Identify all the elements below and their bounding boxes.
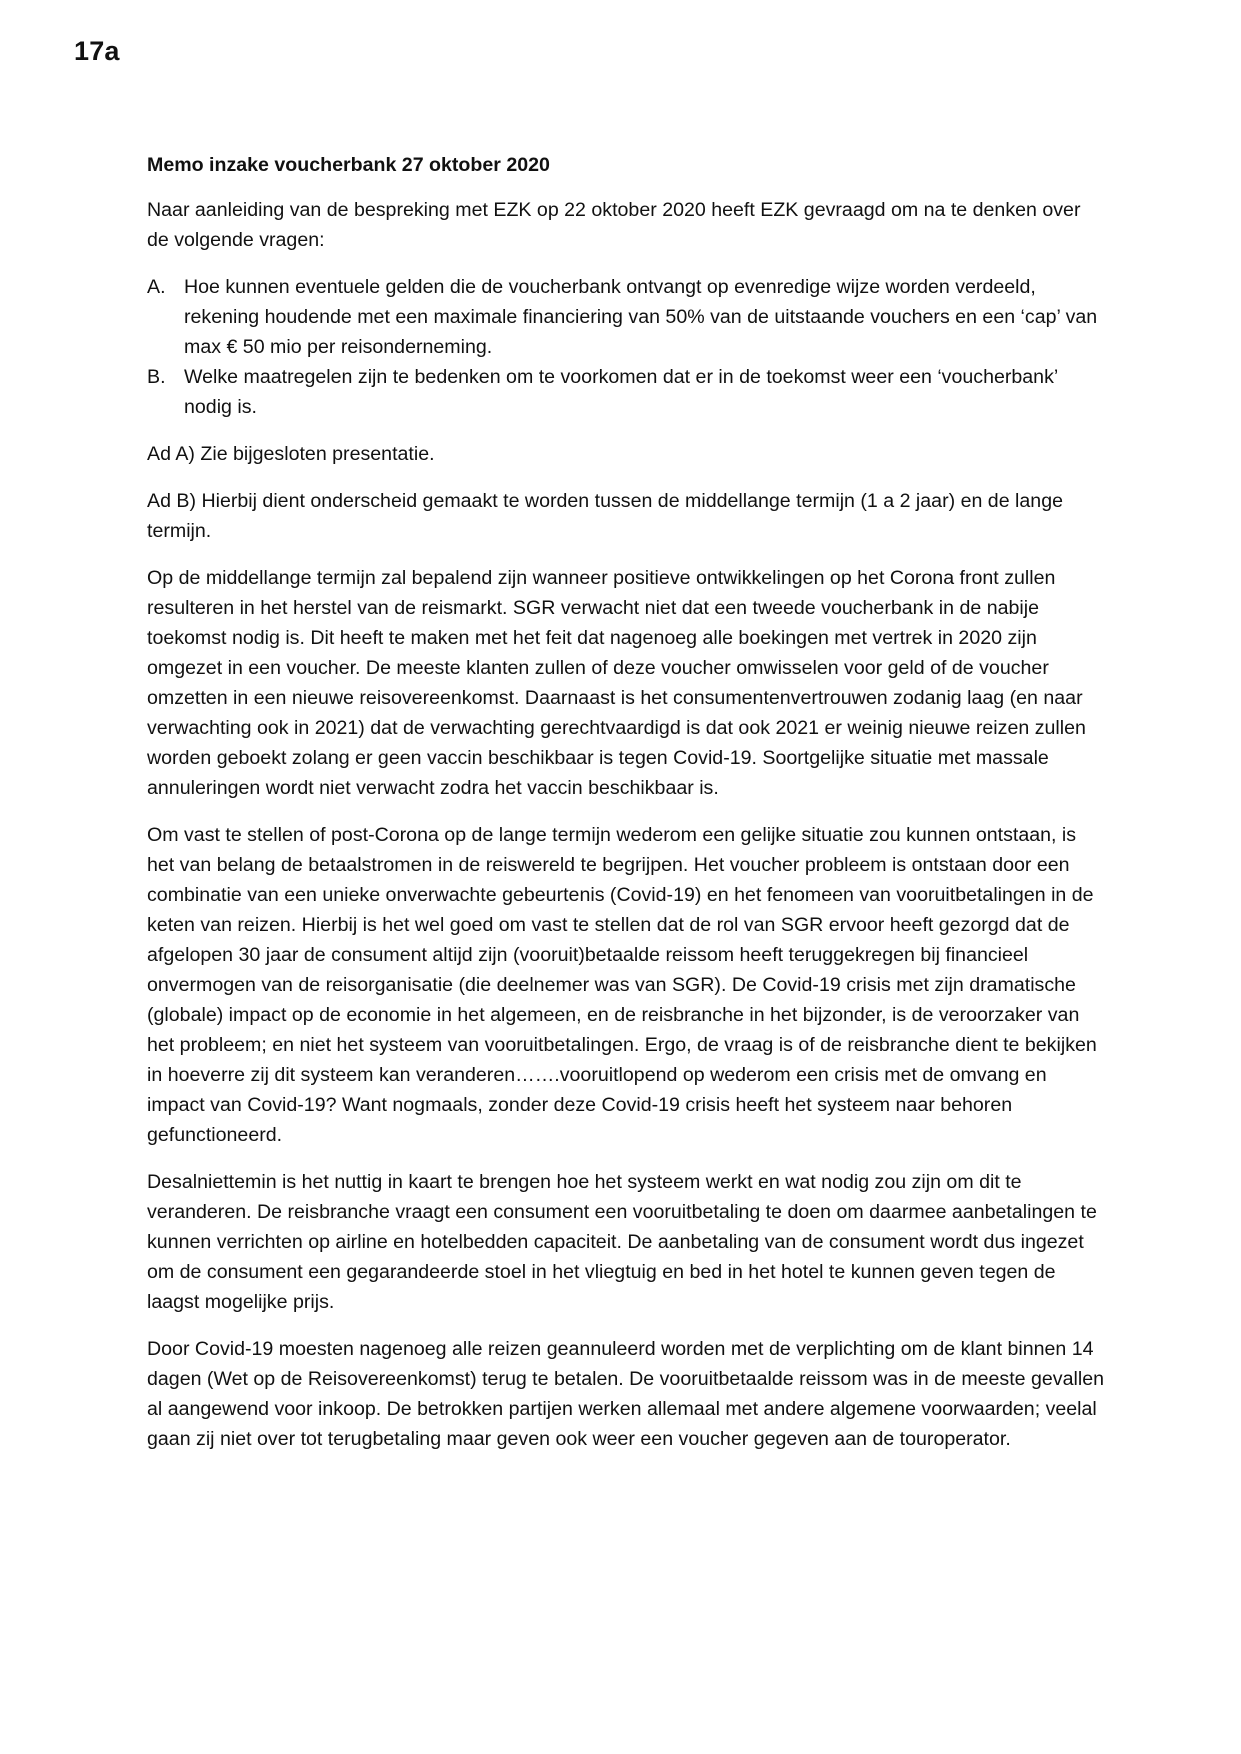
system-explanation-paragraph: Desalniettemin is het nuttig in kaart te brengen hoe het systeem werkt en wat nodig zou zijn om dit te veranderen. De reisbranche vraagt een consument een vooruitbetaling te doen om daarmee aanbetalingen te kunnen verrichten op airline en hotelbedden capaciteit. De aanbetaling van de consument wordt dus ingezet om de consument een gegarandeerde stoel in het vliegtuig en bed in het hotel te kunnen geven tegen de laagst mogelijke prijs. — [147, 1171, 1097, 1313]
memo-title: Memo inzake voucherbank 27 oktober 2020 — [147, 154, 550, 176]
answer-b-paragraph: Ad B) Hierbij dient onderscheid gemaakt te worden tussen de middellange termijn (1 a 2 jaar) en de lange termijn. — [147, 490, 1063, 542]
answer-a-paragraph: Ad A) Zie bijgesloten presentatie. — [147, 443, 435, 465]
question-item-b — [147, 362, 1107, 422]
question-item-a — [147, 272, 1107, 362]
memo-body — [147, 150, 1107, 1471]
long-term-paragraph: Om vast te stellen of post-Corona op de lange termijn wederom een gelijke situatie zou kunnen ontstaan, is het van belang de betaalstromen in de reiswereld te begrijpen. Het voucher probleem is ontstaan door een combinatie van een unieke onverwachte gebeurtenis (Covid-19) en het fenomeen van vooruitbetalingen in de keten van reizen. Hierbij is het wel goed om vast te stellen dat de rol van SGR ervoor heeft gezorgd dat de afgelopen 30 jaar de consument altijd zijn (vooruit)betaalde reissom heeft teruggekregen bij financieel onvermogen van de reisorganisatie (die deelnemer was van SGR). De Covid-19 crisis met zijn dramatische (globale) impact op de economie in het algemeen, en de reisbranche in het bijzonder, is de veroorzaker van het probleem; en niet het systeem van vooruitbetalingen. Ergo, de vraag is of de reisbranche dient te bekijken in hoeverre zij dit systeem kan veranderen…….vooruitlopend op wederom een crisis met de omvang en impact van Covid-19? Want nogmaals, zonder deze Covid-19 crisis heeft het systeem naar behoren gefunctioneerd. — [147, 824, 1097, 1146]
question-letter: A. — [147, 276, 166, 298]
page-number-label: 17a — [74, 36, 120, 66]
medium-term-paragraph: Op de middellange termijn zal bepalend zijn wanneer positieve ontwikkelingen op het Corona front zullen resulteren in het herstel van de reismarkt. SGR verwacht niet dat een tweede voucherbank in de nabije toekomst nodig is. Dit heeft te maken met het feit dat nagenoeg alle boekingen met vertrek in 2020 zijn omgezet in een voucher. De meeste klanten zullen of deze voucher omwisselen voor geld of de voucher omzetten in een nieuwe reisovereenkomst. Daarnaast is het consumentenvertrouwen zodanig laag (en naar verwachting ook in 2021) dat de verwachting gerechtvaardigd is dat ook 2021 er weinig nieuwe reizen zullen worden geboekt zolang er geen vaccin beschikbaar is tegen Covid-19. Soortgelijke situatie met massale annuleringen wordt niet verwacht zodra het vaccin beschikbaar is. — [147, 567, 1086, 799]
question-letter: B. — [147, 366, 166, 388]
question-list — [147, 272, 1107, 422]
question-text: Hoe kunnen eventuele gelden die de voucherbank ontvangt op evenredige wijze worden verdeeld, rekening houdende met een maximale financiering van 50% van de uitstaande vouchers en een ‘cap’ van max € 50 mio per reisonderneming. — [184, 276, 1098, 358]
question-text: Welke maatregelen zijn te bedenken om te voorkomen dat er in de toekomst weer een ‘voucherbank’ nodig is. — [184, 366, 1058, 418]
memo-intro: Naar aanleiding van de bespreking met EZK op 22 oktober 2020 heeft EZK gevraagd om na te denken over de volgende vragen: — [147, 199, 1081, 251]
cancellation-paragraph: Door Covid-19 moesten nagenoeg alle reizen geannuleerd worden met de verplichting om de klant binnen 14 dagen (Wet op de Reisovereenkomst) terug te betalen. De vooruitbetaalde reissom was in de meeste gevallen al aangewend voor inkoop. De betrokken partijen werken allemaal met andere algemene voorwaarden; veelal gaan zij niet over tot terugbetaling maar geven ook weer een voucher gegeven aan de touroperator. — [147, 1338, 1105, 1450]
